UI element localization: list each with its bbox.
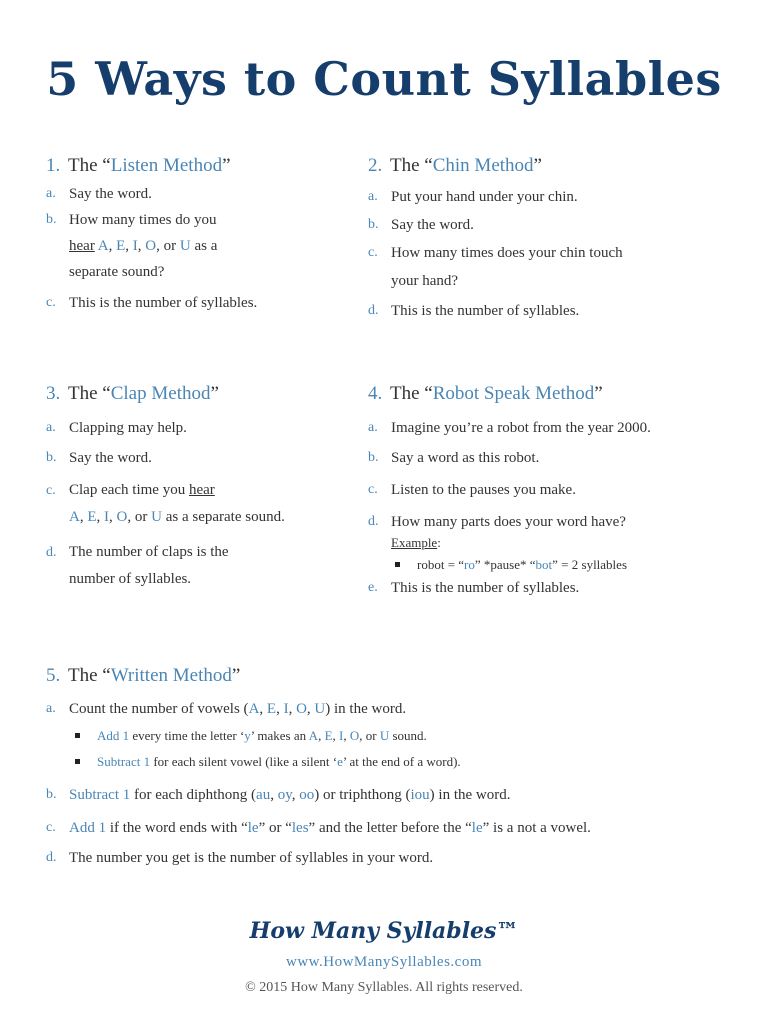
list-item <box>368 573 748 603</box>
underlined-word: hear <box>188 482 215 498</box>
item-text: This is the number of syllables. <box>391 580 580 596</box>
item-text: sound. <box>389 728 427 743</box>
item-letter: b. <box>46 450 57 465</box>
item-text: ) in the word. <box>429 787 511 803</box>
section-number: 1. <box>46 155 61 176</box>
item-letter: b. <box>368 450 379 465</box>
item-text: ” is a not a vowel. <box>482 820 591 836</box>
item-letter: a. <box>368 189 378 204</box>
section-number: 4. <box>368 383 383 404</box>
vowel-a: A <box>69 509 80 525</box>
vowel-o: O <box>145 238 157 254</box>
vowel-u: U <box>179 238 191 254</box>
section-robot-speak-method <box>368 383 748 603</box>
item-text: robot = “ <box>417 557 465 572</box>
item-letter: c. <box>46 820 56 835</box>
item-text: Imagine you’re a robot from the year 2000. <box>391 420 651 436</box>
vowel-i: I <box>104 509 110 525</box>
section-number: 5. <box>46 665 61 686</box>
syllable-ro: ro <box>464 557 475 572</box>
item-letter: d. <box>46 850 57 865</box>
method-name: Clap Method <box>110 383 211 404</box>
method-name: Written Method <box>110 665 232 686</box>
triphthong-iou: iou <box>410 787 430 803</box>
heading-suffix: ” <box>231 665 241 686</box>
list-item <box>46 290 346 316</box>
list-item <box>368 239 728 295</box>
add-one: Add 1 <box>97 728 130 743</box>
vowel-a: A <box>97 238 109 254</box>
item-letter: c. <box>368 482 378 497</box>
item-letter: d. <box>46 545 57 560</box>
section-number: 2. <box>368 155 383 176</box>
item-letter: b. <box>368 217 379 232</box>
list-item <box>368 211 728 239</box>
step-list <box>46 695 736 872</box>
vowel-u: U <box>314 701 326 717</box>
step-list <box>368 413 748 603</box>
item-text: This is the number of syllables. <box>69 295 258 311</box>
copyright: © 2015 How Many Syllables. All rights reserved. <box>245 980 523 995</box>
vowel-u: U <box>151 509 162 525</box>
item-text: ” = 2 syllables <box>552 557 628 572</box>
section-heading <box>46 665 736 687</box>
item-text: ” and the letter before the “ <box>308 820 472 836</box>
item-text: Say the word. <box>69 186 152 202</box>
item-text: every time the letter ‘ <box>129 728 245 743</box>
step-list <box>46 413 366 593</box>
item-text: The number you get is the number of syllables in your word. <box>69 850 434 866</box>
item-letter: a. <box>46 701 56 716</box>
sub-list <box>69 723 736 775</box>
list-item <box>69 749 736 775</box>
underlined-word: hear <box>69 238 95 254</box>
vowel-o: O <box>349 728 360 743</box>
section-clap-method <box>46 383 366 593</box>
item-text: Say the word. <box>391 217 474 233</box>
letter-e: e <box>337 754 343 769</box>
diphthong-au: au <box>256 787 271 803</box>
item-text: Say a word as this robot. <box>391 450 540 466</box>
item-letter: d. <box>368 303 379 318</box>
section-heading <box>46 155 346 177</box>
method-name: Listen Method <box>110 155 223 176</box>
vowel-i: I <box>339 728 344 743</box>
heading-prefix: The “ <box>68 665 111 686</box>
vowel-a: A <box>248 701 260 717</box>
list-item: c. Clap each time you hear A, E, I, O, or U as a separate sound. <box>46 477 366 531</box>
heading-prefix: The “ <box>68 155 111 176</box>
heading-suffix: ” <box>594 383 603 404</box>
vowel-e: E <box>324 728 333 743</box>
list-item <box>368 443 748 473</box>
item-text: How many times does your chin touch <box>391 245 623 261</box>
list-item <box>46 413 366 443</box>
section-heading <box>46 383 366 405</box>
item-text: ’ makes an <box>250 728 309 743</box>
list-item <box>46 539 366 593</box>
list-item <box>46 443 366 473</box>
syllable-bot: bot <box>535 557 553 572</box>
vowel-i: I <box>283 701 289 717</box>
item-letter: b. <box>46 212 57 227</box>
vowel-e: E <box>266 701 277 717</box>
item-text: ) or triphthong ( <box>314 787 411 803</box>
letter-y: y <box>244 728 251 743</box>
section-listen-method <box>46 155 346 316</box>
item-text: , or <box>156 238 180 254</box>
item-text: for each silent vowel (like a silent ‘ <box>150 754 338 769</box>
page-title: 5 Ways to Count Syllables <box>46 52 722 106</box>
item-text: , or <box>359 728 380 743</box>
list-item: Add 1 every time the letter ‘y’ makes an A, E, I, O, or U sound. <box>69 723 736 749</box>
diphthong-oo: oo <box>299 787 315 803</box>
vowel-e: E <box>116 238 126 254</box>
section-heading <box>368 155 728 177</box>
item-text: How many times do you <box>69 212 217 228</box>
vowel-e: E <box>87 509 97 525</box>
diphthong-oy: oy <box>277 787 292 803</box>
item-text: ’ at the end of a word). <box>342 754 461 769</box>
subtract-one: Subtract 1 <box>97 754 151 769</box>
ending-le: le <box>247 820 259 836</box>
list-item <box>368 297 728 325</box>
list-item <box>368 183 728 211</box>
item-text: Listen to the pauses you make. <box>391 482 576 498</box>
list-item <box>46 181 346 207</box>
bullet-icon <box>395 562 400 567</box>
item-text: your hand? <box>391 273 459 289</box>
item-text: : <box>437 535 441 550</box>
item-text: Say the word. <box>69 450 152 466</box>
item-text: ) in the word. <box>325 701 407 717</box>
add-one: Add 1 <box>69 820 107 836</box>
list-item <box>368 507 748 577</box>
heading-prefix: The “ <box>390 155 433 176</box>
heading-prefix: The “ <box>390 383 433 404</box>
item-text: as a <box>190 238 218 254</box>
example-label: Example <box>391 535 438 550</box>
section-heading <box>368 383 748 405</box>
heading-prefix: The “ <box>68 383 111 404</box>
item-text: The number of claps is the <box>69 544 229 560</box>
vowel-u: U <box>379 728 390 743</box>
heading-suffix: ” <box>533 155 542 176</box>
brand-logo: How Many Syllables™ <box>249 918 519 944</box>
item-text: separate sound? <box>69 264 165 280</box>
item-text: as a separate sound. <box>161 509 285 525</box>
item-text: This is the number of syllables. <box>391 303 580 319</box>
vowel-o: O <box>296 701 307 717</box>
heading-suffix: ” <box>222 155 231 176</box>
item-text: , or <box>127 509 152 525</box>
item-text: How many parts does your word have? <box>391 514 626 530</box>
item-text: Clapping may help. <box>69 420 187 436</box>
item-letter: a. <box>46 420 56 435</box>
item-text: for each diphthong ( <box>130 787 257 803</box>
bullet-icon <box>75 733 80 738</box>
item-text: if the word ends with “ <box>106 820 248 836</box>
ending-les: les <box>291 820 309 836</box>
item-text: number of syllables. <box>69 571 192 587</box>
ending-le: le <box>471 820 483 836</box>
list-item <box>46 844 736 872</box>
vowel-i: I <box>132 238 138 254</box>
item-text: Count the number of vowels ( <box>69 701 249 717</box>
item-letter: c. <box>46 295 56 310</box>
method-name: Chin Method <box>432 155 534 176</box>
item-letter: d. <box>368 514 379 529</box>
item-letter: a. <box>46 186 56 201</box>
website-link[interactable]: www.HowManySyllables.com <box>285 954 482 970</box>
list-item <box>368 413 748 443</box>
heading-suffix: ” <box>210 383 219 404</box>
section-written-method <box>46 665 736 872</box>
item-text: ” *pause* “ <box>474 557 536 572</box>
list-item: a. Count the number of vowels (A, E, I, O, U) in the word. Add 1 every time the letter ‘y’ makes an A, E, I, O, or U sound. Subtract 1 for each silent vowel (like a silent ‘e’ at the end of a word). <box>46 695 736 775</box>
item-text: Clap each time you <box>69 482 189 498</box>
section-number: 3. <box>46 383 61 404</box>
step-list <box>46 181 346 316</box>
item-letter: a. <box>368 420 378 435</box>
list-item: b. How many times do you hear A, E, I, O, or U as a separate sound? <box>46 207 346 285</box>
list-item: b. Subtract 1 for each diphthong (au, oy, oo) or triphthong (iou) in the word. <box>46 781 736 809</box>
item-letter: e. <box>368 580 378 595</box>
vowel-o: O <box>116 509 128 525</box>
method-name: Robot Speak Method <box>432 383 595 404</box>
subtract-one: Subtract 1 <box>69 787 131 803</box>
item-text: ” or “ <box>258 820 292 836</box>
step-list <box>368 183 728 325</box>
vowel-a: A <box>308 728 319 743</box>
bullet-icon <box>75 759 80 764</box>
item-letter: b. <box>46 787 57 802</box>
item-letter: c. <box>368 245 378 260</box>
list-item <box>368 475 748 505</box>
list-item <box>46 814 736 842</box>
section-chin-method <box>368 155 728 325</box>
item-letter: c. <box>46 483 56 498</box>
item-text: Put your hand under your chin. <box>391 189 578 205</box>
